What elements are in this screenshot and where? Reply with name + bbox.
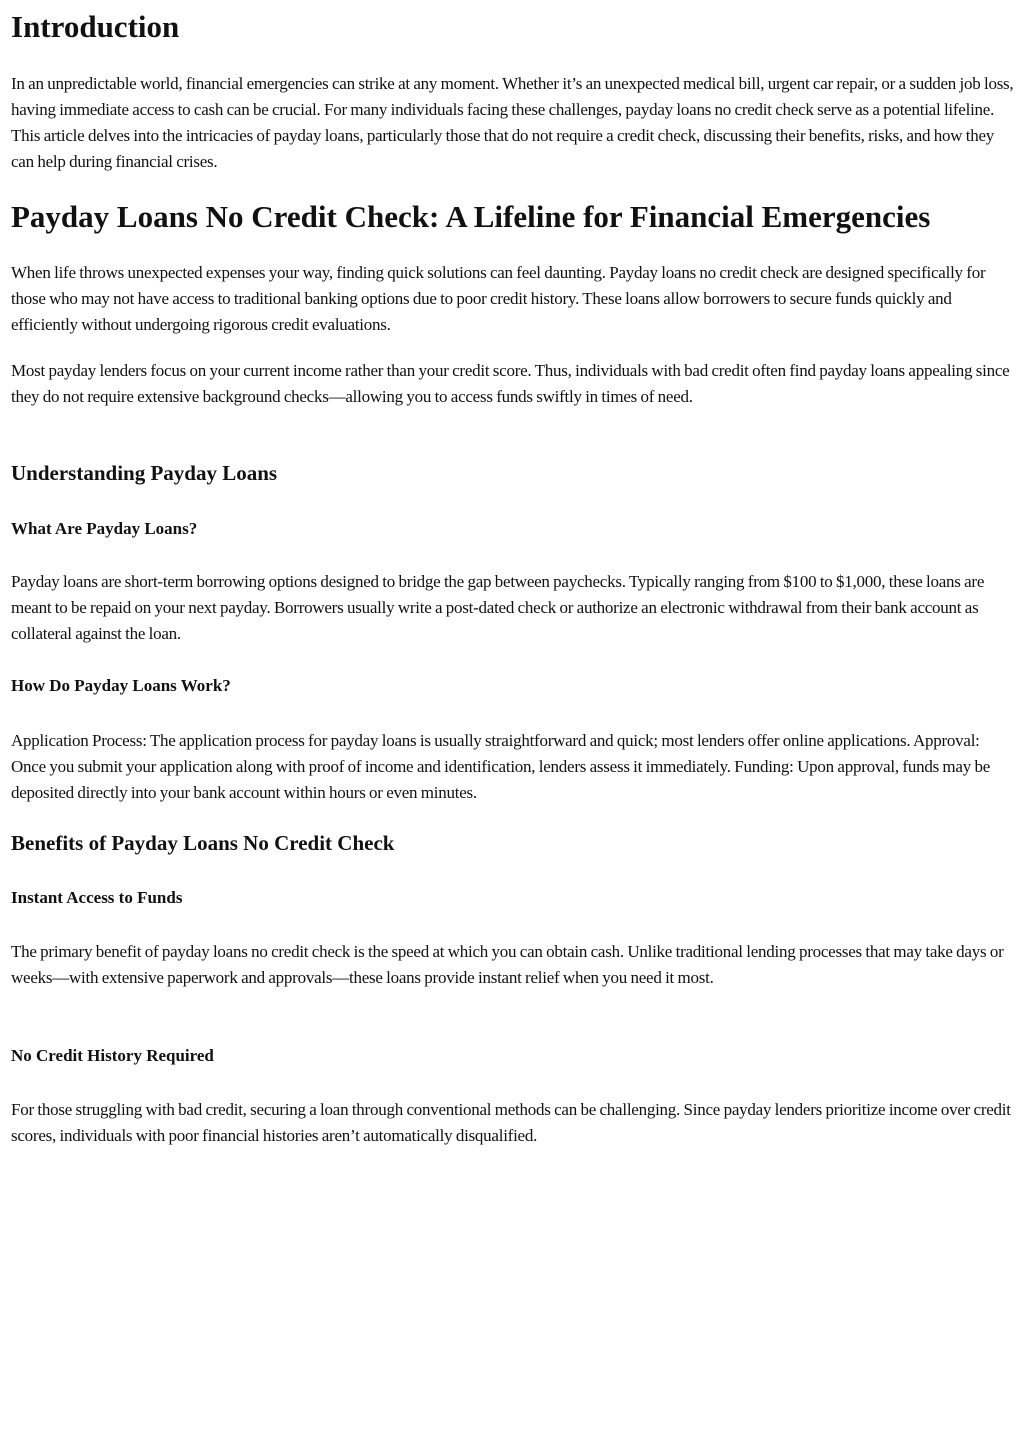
instant-access-heading: Instant Access to Funds	[11, 888, 183, 907]
how-work-paragraph: Application Process: The application process for payday loans is usually straightforward and quick; most lenders offer online applications. Approval: Once you submit your application along with proof of income and identification, lenders assess it immediately. Funding: Upon approval, funds may be deposited directly into your bank account within hours or even minutes.	[11, 731, 990, 802]
main-paragraph-1: When life throws unexpected expenses your way, finding quick solutions can feel daunting. Payday loans no credit check are designed specifically for those who may not have access to traditional banking options due to poor credit history. These loans allow borrowers to secure funds quickly and efficiently without undergoing rigorous credit evaluations.	[11, 263, 986, 334]
intro-heading: Introduction	[11, 9, 180, 44]
no-credit-paragraph: For those struggling with bad credit, securing a loan through conventional methods can be challenging. Since payday lenders prioritize income over credit scores, individuals with poor financial histories aren’t automatically disqualified.	[11, 1100, 1011, 1145]
understanding-heading: Understanding Payday Loans	[11, 461, 278, 485]
main-paragraph-2: Most payday lenders focus on your current income rather than your credit score. Thus, individuals with bad credit often find payday loans appealing since they do not require extensive background checks—allowing you to access funds swiftly in times of need.	[11, 361, 1010, 406]
benefits-heading: Benefits of Payday Loans No Credit Check	[11, 831, 395, 855]
main-heading: Payday Loans No Credit Check: A Lifeline for Financial Emergencies	[11, 199, 931, 234]
how-work-heading: How Do Payday Loans Work?	[11, 676, 231, 695]
what-are-paragraph: Payday loans are short-term borrowing options designed to bridge the gap between paychecks. Typically ranging from $100 to $1,000, these loans are meant to be repaid on your next payday. Borrowers usually write a post-dated check or authorize an electronic withdrawal from their bank account as collateral against the loan.	[11, 572, 985, 643]
instant-access-paragraph: The primary benefit of payday loans no credit check is the speed at which you can obtain cash. Unlike traditional lending processes that may take days or weeks—with extensive paperwork and approvals—these loans provide instant relief when you need it most.	[11, 942, 1004, 987]
no-credit-heading: No Credit History Required	[11, 1046, 214, 1065]
intro-paragraph: In an unpredictable world, financial emergencies can strike at any moment. Whether it’s an unexpected medical bill, urgent car repair, or a sudden job loss, having immediate access to cash can be crucial. For many individuals facing these challenges, payday loans no credit check serve as a potential lifeline. This article delves into the intricacies of payday loans, particularly those that do not require a credit check, discussing their benefits, risks, and how they can help during financial crises.	[11, 74, 1014, 171]
what-are-heading: What Are Payday Loans?	[11, 519, 198, 538]
